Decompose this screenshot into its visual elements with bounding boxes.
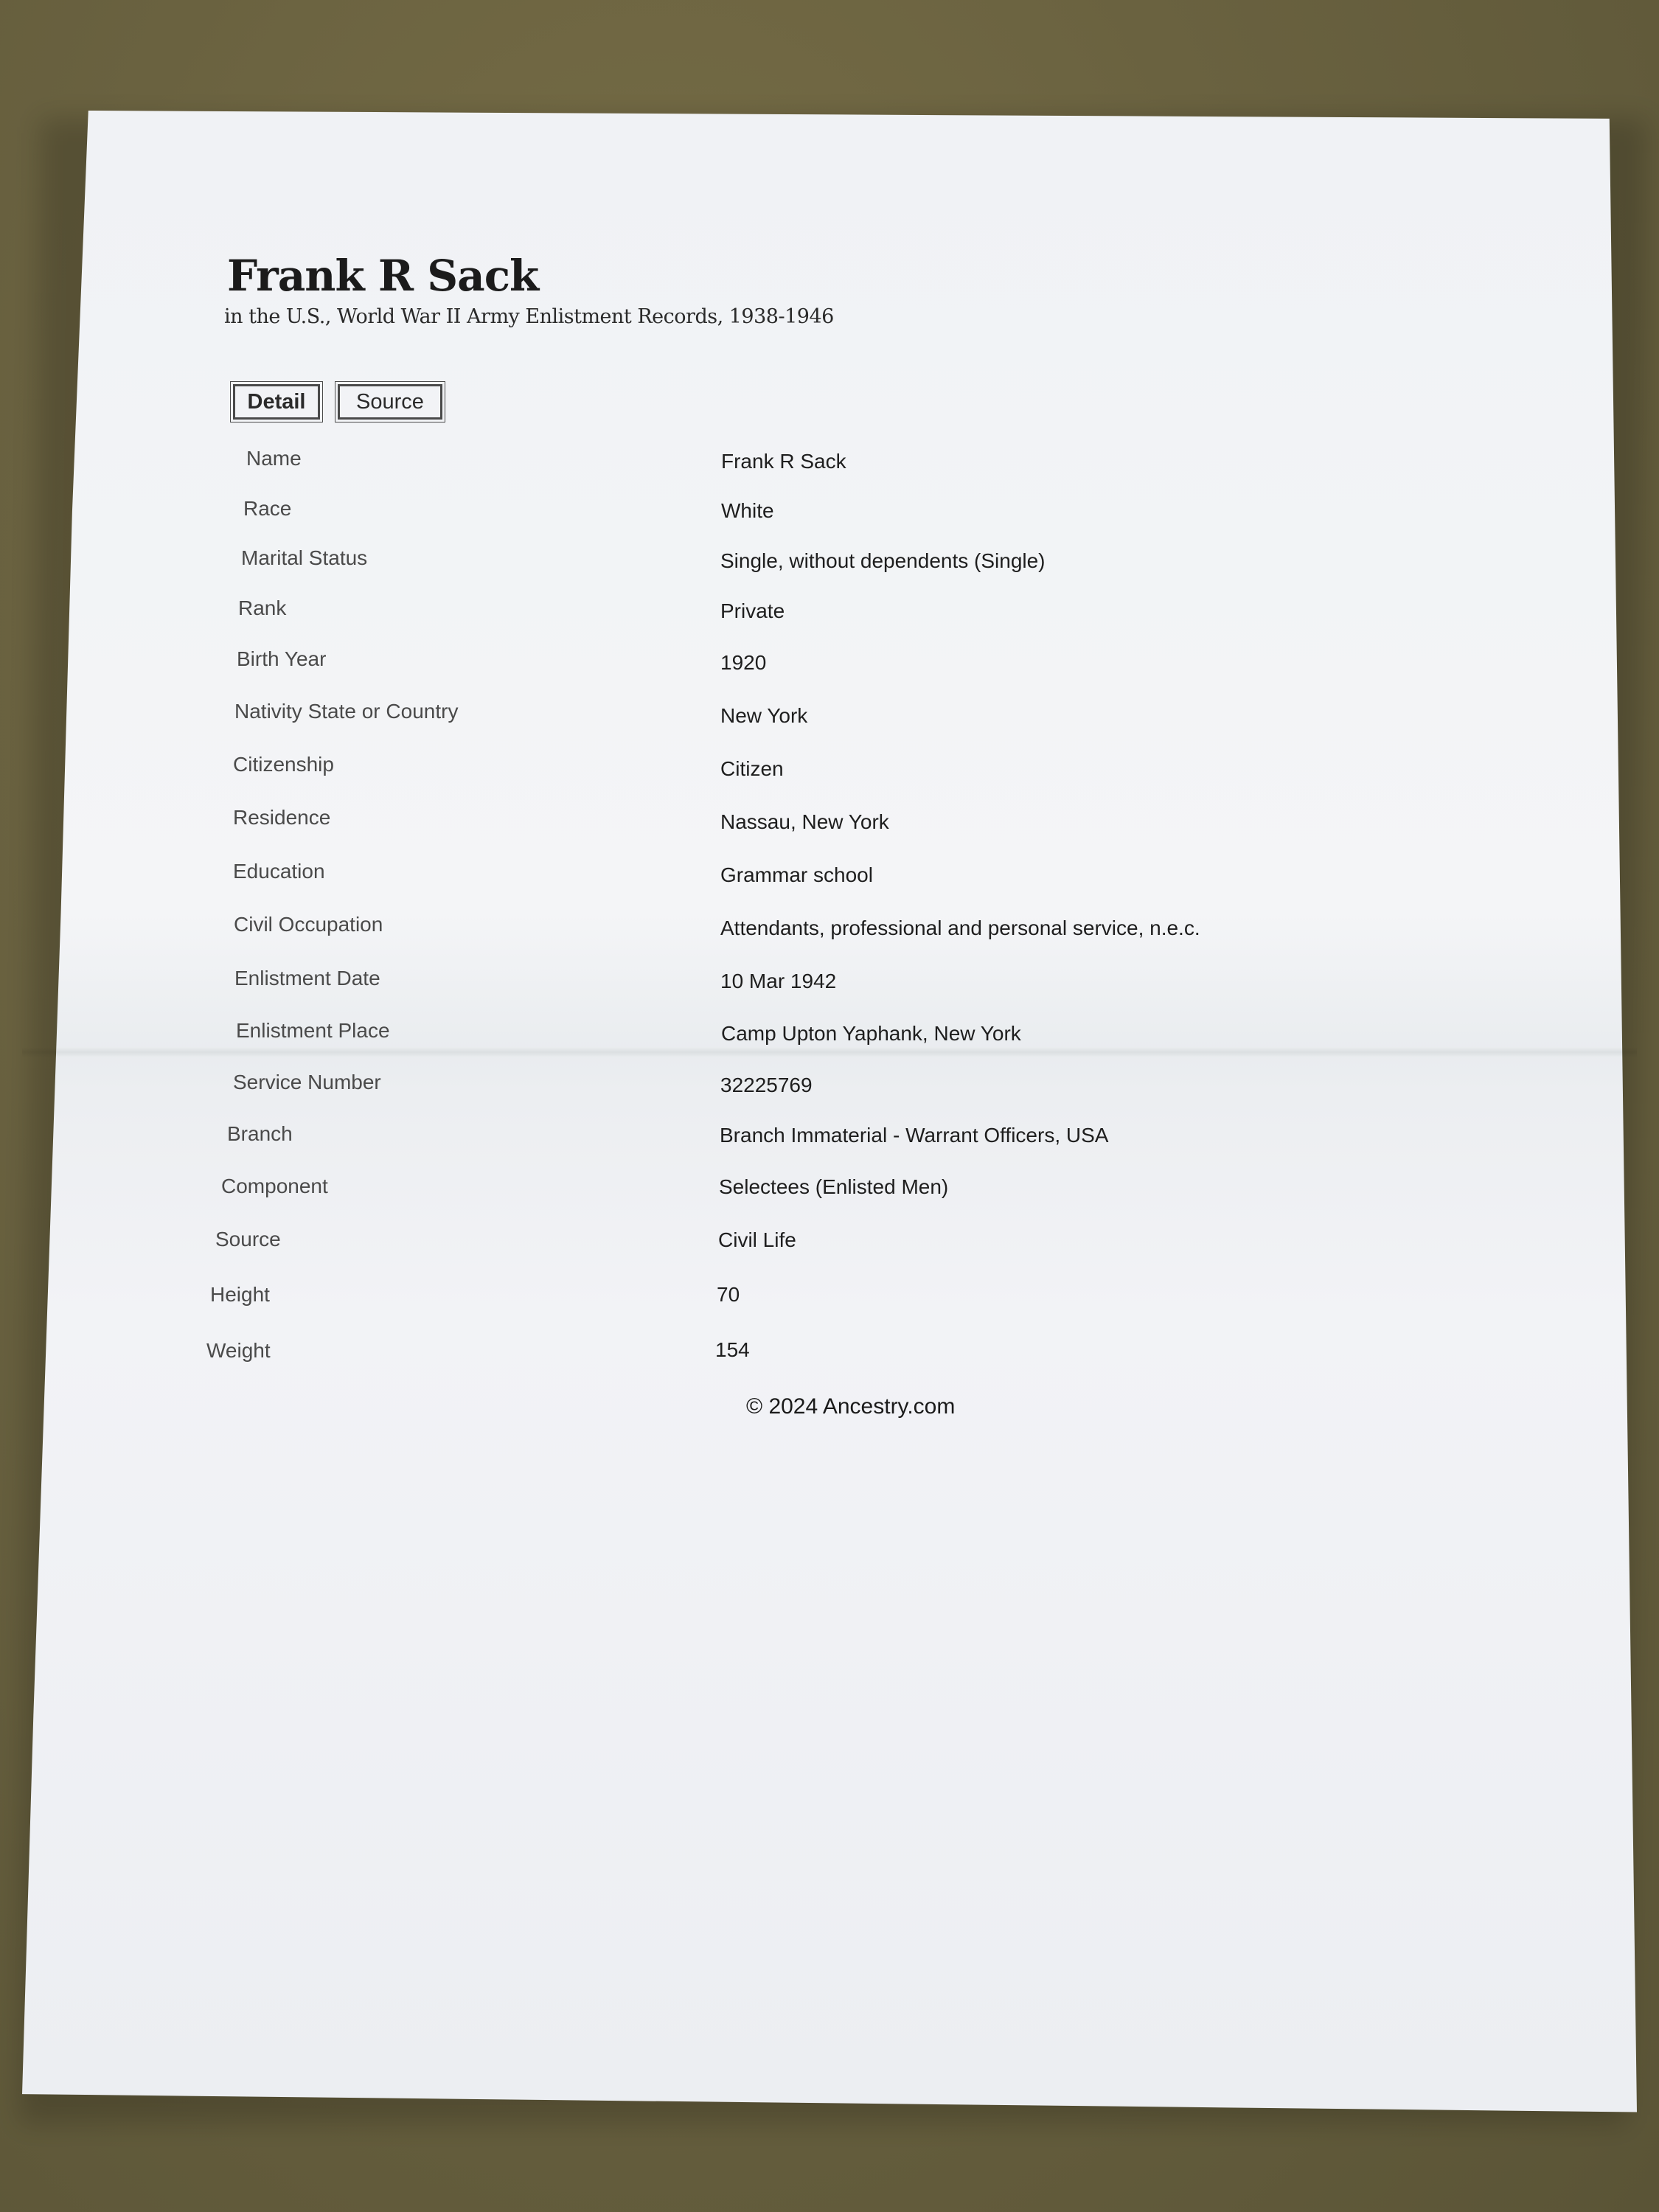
field-value-birth-year: 1920 <box>720 651 767 674</box>
field-value-education: Grammar school <box>720 863 873 886</box>
field-label-residence: Residence <box>233 806 331 829</box>
tab-source[interactable]: Source <box>338 384 442 420</box>
field-label-enlistment-place: Enlistment Place <box>236 1019 390 1042</box>
field-value-enlistment-place: Camp Upton Yaphank, New York <box>721 1022 1021 1045</box>
field-label-service-number: Service Number <box>233 1071 381 1093</box>
copyright-footer: © 2024 Ancestry.com <box>746 1394 956 1419</box>
field-label-weight: Weight <box>206 1339 271 1362</box>
field-value-civil-occupation: Attendants, professional and personal service, n.e.c. <box>720 917 1200 939</box>
field-value-weight: 154 <box>715 1338 750 1361</box>
tab-detail[interactable]: Detail <box>233 384 320 420</box>
field-value-marital-status: Single, without dependents (Single) <box>720 549 1046 572</box>
field-value-nativity: New York <box>720 704 808 727</box>
field-label-education: Education <box>233 860 325 883</box>
field-value-enlistment-date: 10 Mar 1942 <box>720 970 837 992</box>
field-label-component: Component <box>221 1175 328 1197</box>
field-label-name: Name <box>246 447 302 470</box>
field-label-enlistment-date: Enlistment Date <box>234 967 380 990</box>
field-value-residence: Nassau, New York <box>720 810 889 833</box>
field-label-marital-status: Marital Status <box>241 546 368 569</box>
field-value-name: Frank R Sack <box>721 450 846 473</box>
field-value-service-number: 32225769 <box>720 1074 813 1096</box>
field-label-source: Source <box>215 1228 281 1251</box>
record-name-title: Frank R Sack <box>227 251 539 301</box>
paper-fold <box>22 1047 1637 1057</box>
field-label-birth-year: Birth Year <box>237 647 327 670</box>
field-label-citizenship: Citizenship <box>233 753 334 776</box>
field-value-source: Civil Life <box>718 1228 796 1251</box>
field-value-component: Selectees (Enlisted Men) <box>719 1175 949 1198</box>
field-label-civil-occupation: Civil Occupation <box>234 913 383 936</box>
record-collection-subtitle: in the U.S., World War II Army Enlistment Records, 1938-1946 <box>224 305 834 328</box>
field-label-race: Race <box>243 497 292 520</box>
field-value-height: 70 <box>717 1283 740 1306</box>
field-value-race: White <box>721 499 774 522</box>
field-value-branch: Branch Immaterial - Warrant Officers, USA <box>720 1124 1109 1147</box>
field-value-rank: Private <box>720 599 785 622</box>
field-label-nativity: Nativity State or Country <box>234 700 459 723</box>
field-label-height: Height <box>210 1283 270 1306</box>
field-label-branch: Branch <box>227 1122 293 1145</box>
field-value-citizenship: Citizen <box>720 757 784 780</box>
field-label-rank: Rank <box>238 597 287 619</box>
